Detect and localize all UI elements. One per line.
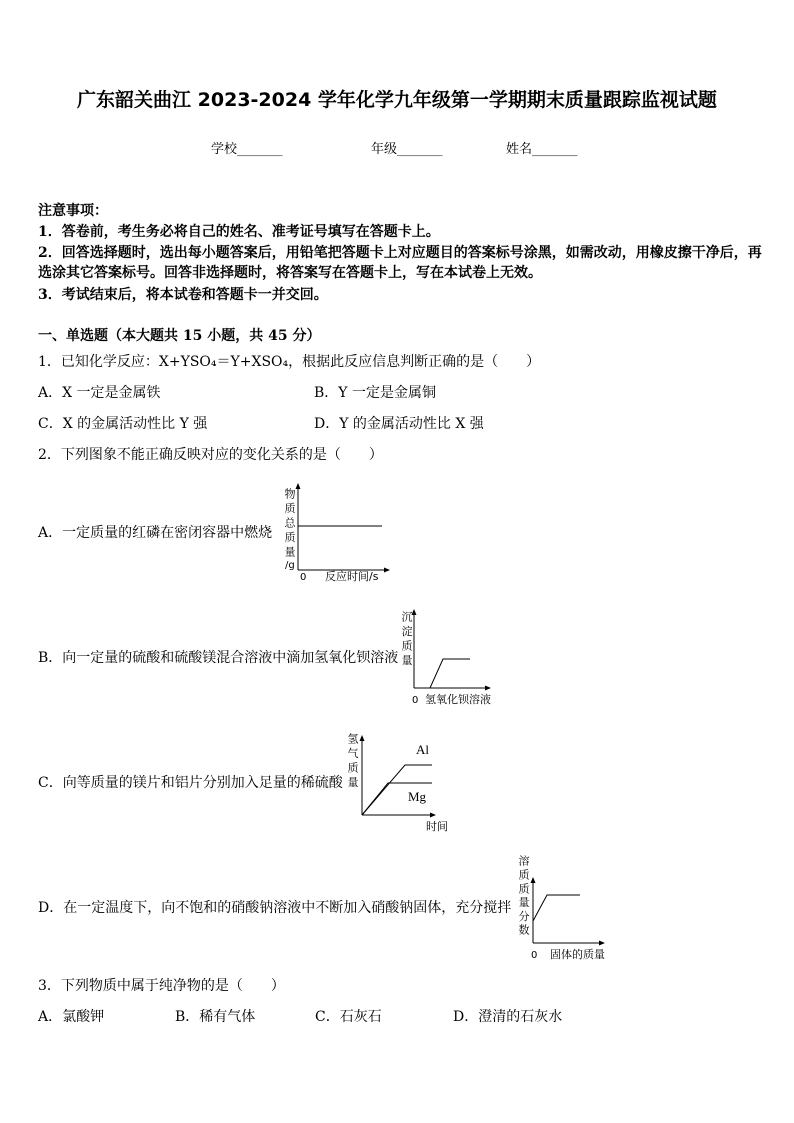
question-3-stem: 3．下列物质中属于纯净物的是（ ）: [38, 978, 285, 994]
notice-heading: 注意事项：: [38, 203, 108, 219]
origin-label: 0: [300, 572, 307, 583]
question-2-stem: 2．下列图象不能正确反映对应的变化关系的是（ ）: [38, 447, 383, 463]
question-3-option-a: A．氯酸钾: [38, 1009, 105, 1025]
x-axis-label: 时间: [426, 820, 448, 833]
y-axis-label: 沉淀质量: [400, 611, 413, 669]
graph-b: [395, 606, 495, 710]
question-3-option-b: B．稀有气体: [175, 1009, 256, 1025]
question-2-option-a: A．一定质量的红磷在密闭容器中燃烧: [38, 525, 273, 541]
question-1-stem: 1．已知化学反应：X+YSO₄＝Y+XSO₄，根据此反应信息判断正确的是（ ）: [38, 354, 541, 370]
y-axis-arrow: [296, 483, 301, 489]
x-axis-arrow: [599, 941, 605, 946]
x-axis-arrow: [384, 568, 390, 573]
x-axis-arrow: [485, 686, 491, 691]
y-axis-arrow: [531, 877, 536, 883]
graph-a: [280, 483, 395, 587]
question-2-option-d: D．在一定温度下，向不饱和的硝酸钠溶液中不断加入硝酸钠固体，充分搅拌: [38, 900, 512, 916]
section-heading: 一、单选题（本大题共 15 小题，共 45 分）: [38, 328, 321, 344]
school-field: 学校_______: [211, 142, 283, 157]
x-axis-label: 反应时间/s: [325, 570, 379, 583]
x-axis-label: 氢氧化钡溶液: [425, 693, 491, 706]
graph-d: [512, 852, 608, 967]
question-3-option-c: C．石灰石: [315, 1009, 382, 1025]
notice-line: 2．回答选择题时，选出每小题答案后，用铅笔把答题卡上对应题目的答案标号涂黑，如需改动，用橡皮擦干净后，再: [38, 245, 762, 261]
page-title: 广东韶关曲江 2023-2024 学年化学九年级第一学期期末质量跟踪监视试题: [77, 89, 717, 111]
grade-field: 年级_______: [371, 142, 443, 157]
origin-label: 0: [531, 950, 538, 961]
question-2-option-b: B．向一定量的硫酸和硫酸镁混合溶液中滴加氢氧化钡溶液: [38, 650, 399, 666]
notice-line: 1．答卷前，考生务必将自己的姓名、准考证号填写在答题卡上。: [38, 224, 440, 240]
fraction-line: [533, 895, 580, 921]
origin-label: 0: [412, 695, 419, 706]
question-1-option-c: C．X 的金属活动性比 Y 强: [38, 416, 208, 432]
question-1-option-b: B．Y 一定是金属铜: [314, 385, 436, 401]
x-axis-label: 固体的质量: [550, 948, 605, 961]
y-axis-label: 溶质质量分数: [517, 855, 530, 938]
precipitate-line: [414, 659, 470, 688]
y-axis-arrow: [360, 735, 365, 741]
question-1-option-d: D．Y 的金属活动性比 X 强: [314, 416, 484, 432]
y-axis-label: 物质总质量: [283, 488, 296, 560]
question-2-option-c: C．向等质量的镁片和铝片分别加入足量的稀硫酸: [38, 775, 343, 791]
y-axis-label: 氢气质量: [346, 733, 359, 791]
series-label-al: Al: [416, 742, 429, 757]
notice-line: 3．考试结束后，将本试卷和答题卡一并交回。: [38, 287, 328, 303]
series-label-mg: Mg: [408, 789, 427, 804]
question-1-option-a: A．X 一定是金属铁: [38, 385, 161, 401]
x-axis-arrow: [430, 813, 436, 818]
name-field: 姓名_______: [506, 142, 578, 157]
question-3-option-d: D．澄清的石灰水: [453, 1009, 563, 1025]
graph-c: [340, 730, 460, 838]
y-axis-unit: /g: [285, 560, 295, 571]
notice-line: 选涂其它答案标号。回答非选择题时，将答案写在答题卡上，写在本试卷上无效。: [38, 265, 542, 281]
